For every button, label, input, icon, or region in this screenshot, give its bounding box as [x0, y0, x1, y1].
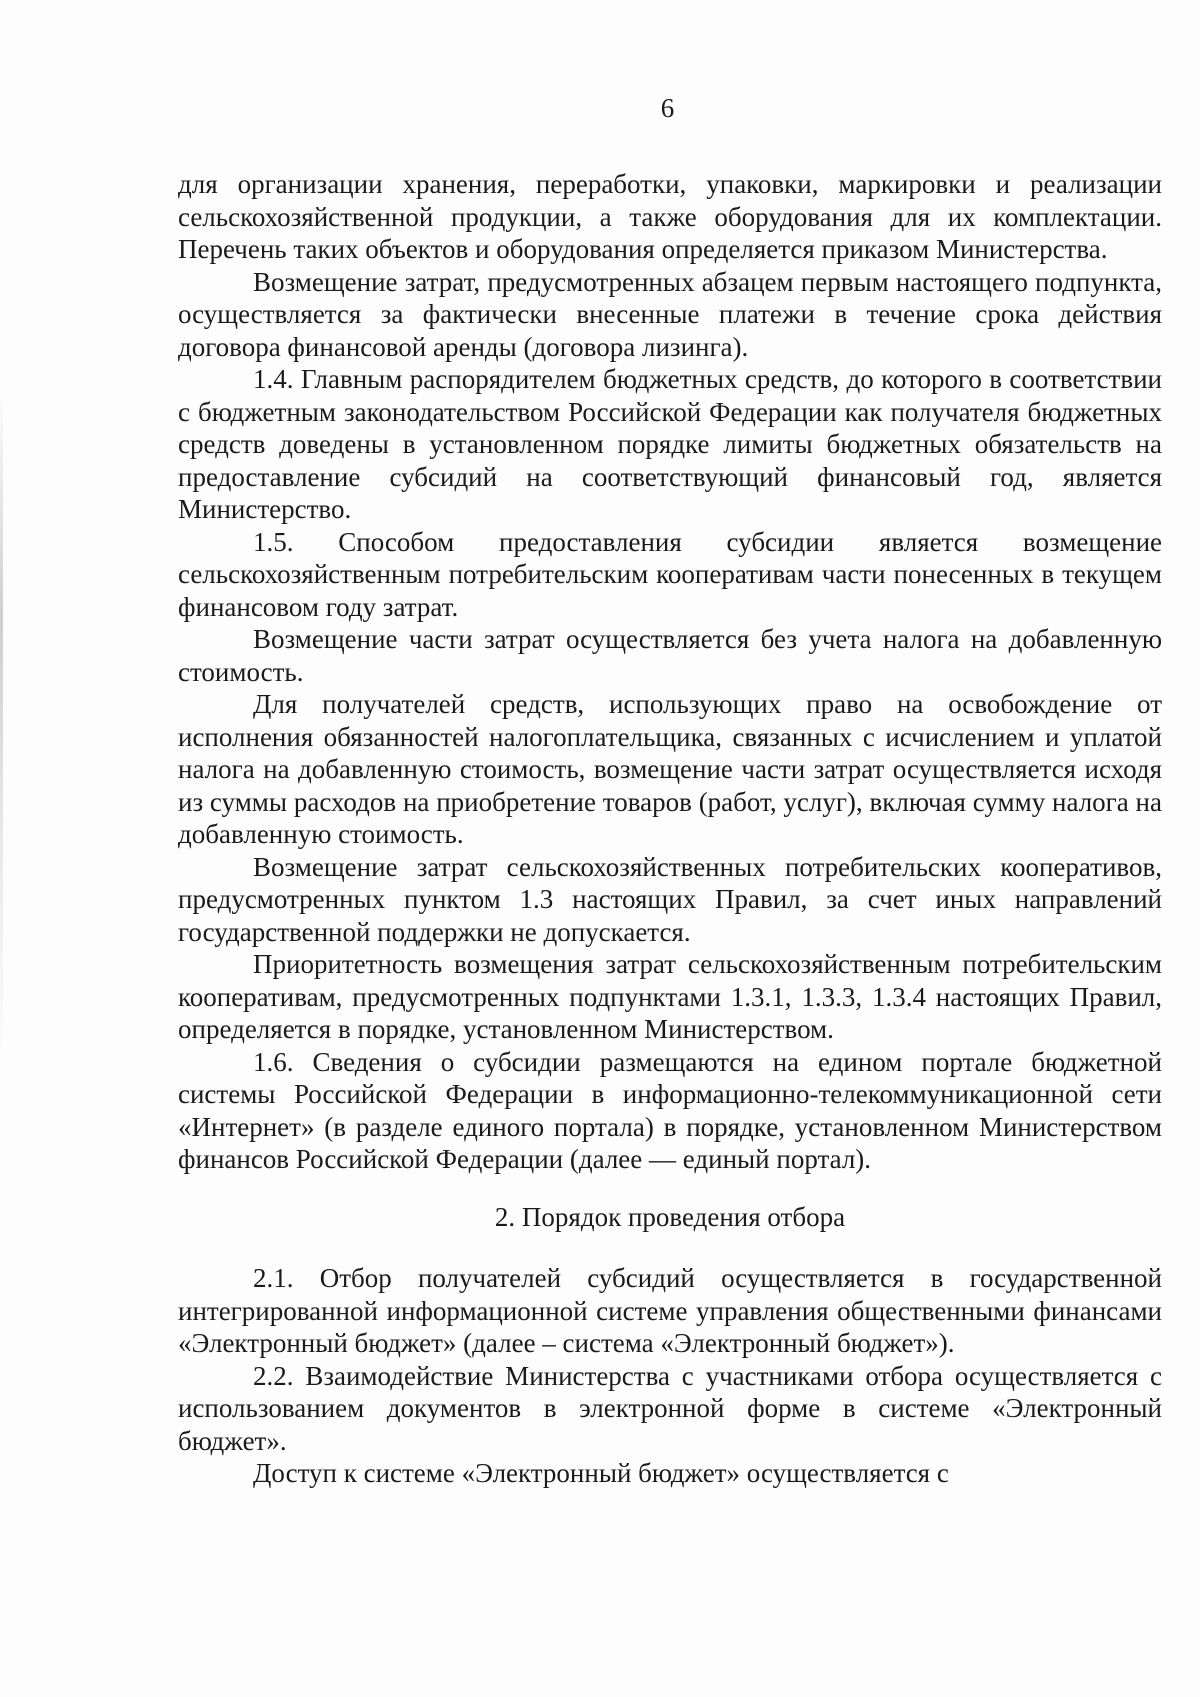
paragraph-clause-1-4: 1.4. Главным распорядителем бюджетных средств, до которого в соответствии с бюджетным законодательством Российской Федерации как получателя бюджетных средств доведены в установленном порядке лимиты бюджетных обязательств на предоставление субсидий на соответствующий финансовый год, является Министерство. [178, 364, 1162, 524]
paragraph: Возмещение затрат, предусмотренных абзацем первым настоящего подпункта, осуществляется за фактически внесенные платежи в течение срока действия договора финансовой аренды (договора лизинга). [178, 266, 1162, 362]
paragraph-clause-2-2: 2.2. Взаимодействие Министерства с участниками отбора осуществляется с использованием документов в электронной форме в системе «Электронный бюджет». [178, 1360, 1162, 1456]
page-number: 6 [660, 93, 675, 123]
paragraph: Возмещение части затрат осуществляется без учета налога на добавленную стоимость. [178, 624, 1162, 687]
paragraph: Приоритетность возмещения затрат сельскохозяйственным потребительским кооперативам, предусмотренных подпунктами 1.3.1, 1.3.3, 1.3.4 настоящих Правил, определяется в порядке, установленном Министерством. [178, 949, 1162, 1044]
section-heading: 2. Порядок проведения отбора [494, 1201, 846, 1232]
paragraph-clause-1-5: 1.5. Способом предоставления субсидии является возмещение сельскохозяйственным потребительским кооперативам части понесенных в текущем финансовом году затрат. [178, 526, 1162, 622]
scan-edge-shadow [0, 390, 3, 1070]
paragraph: Для получателей средств, использующих право на освобождение от исполнения обязанностей налогоплательщика, связанных с исчислением и уплатой налога на добавленную стоимость, возмещение части затрат осуществляется исходя из суммы расходов на приобретение товаров (работ, услуг), включая сумму налога на добавленную стоимость. [178, 689, 1162, 849]
paragraph-clause-1-6: 1.6. Сведения о субсидии размещаются на едином портале бюджетной системы Российской Федерации в информационно-телекоммуникационной сети «Интернет» (в разделе единого портала) в порядке, установленном Министерством финансов Российской Федерации (далее — единый портал). [178, 1046, 1162, 1174]
paragraph: Доступ к системе «Электронный бюджет» осуществляется с [253, 1458, 949, 1488]
document-body [178, 168, 1162, 1490]
paragraph-clause-2-1: 2.1. Отбор получателей субсидий осуществляется в государственной интегрированной информационной системе управления общественными финансами «Электронный бюджет» (далее – система «Электронный бюджет»). [178, 1263, 1162, 1358]
paragraph: для организации хранения, переработки, упаковки, маркировки и реализации сельскохозяйственной продукции, а также оборудования для их комплектации. Перечень таких объектов и оборудования определяется приказом Министерства. [178, 169, 1162, 264]
paragraph: Возмещение затрат сельскохозяйственных потребительских кооперативов, предусмотренных пунктом 1.3 настоящих Правил, за счет иных направлений государственной поддержки не допускается. [178, 851, 1162, 947]
